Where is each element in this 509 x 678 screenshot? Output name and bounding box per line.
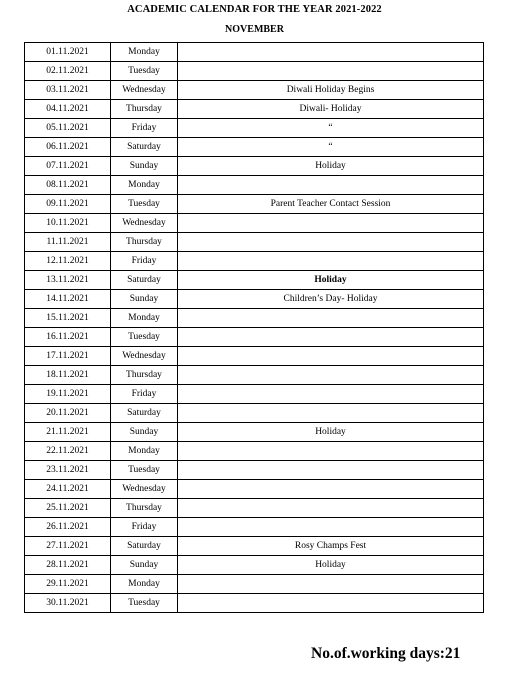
event-cell bbox=[178, 328, 484, 347]
date-cell: 18.11.2021 bbox=[25, 366, 111, 385]
day-cell: Monday bbox=[111, 575, 178, 594]
event-cell bbox=[178, 252, 484, 271]
day-cell: Sunday bbox=[111, 556, 178, 575]
day-cell: Thursday bbox=[111, 233, 178, 252]
event-cell bbox=[178, 575, 484, 594]
day-cell: Friday bbox=[111, 518, 178, 537]
table-row bbox=[25, 328, 484, 347]
table-row bbox=[25, 594, 484, 613]
event-cell bbox=[178, 347, 484, 366]
day-cell: Monday bbox=[111, 309, 178, 328]
event-cell bbox=[178, 214, 484, 233]
date-cell: 21.11.2021 bbox=[25, 423, 111, 442]
date-cell: 28.11.2021 bbox=[25, 556, 111, 575]
table-row bbox=[25, 214, 484, 233]
day-cell: Monday bbox=[111, 176, 178, 195]
date-cell: 30.11.2021 bbox=[25, 594, 111, 613]
table-row bbox=[25, 157, 484, 176]
event-cell: Rosy Champs Fest bbox=[178, 537, 484, 556]
date-cell: 22.11.2021 bbox=[25, 442, 111, 461]
day-cell: Saturday bbox=[111, 537, 178, 556]
day-cell: Saturday bbox=[111, 404, 178, 423]
table-row bbox=[25, 461, 484, 480]
event-cell bbox=[178, 366, 484, 385]
table-row bbox=[25, 271, 484, 290]
date-cell: 11.11.2021 bbox=[25, 233, 111, 252]
day-cell: Friday bbox=[111, 252, 178, 271]
date-cell: 14.11.2021 bbox=[25, 290, 111, 309]
table-row bbox=[25, 233, 484, 252]
date-cell: 26.11.2021 bbox=[25, 518, 111, 537]
table-row bbox=[25, 119, 484, 138]
date-cell: 12.11.2021 bbox=[25, 252, 111, 271]
date-cell: 01.11.2021 bbox=[25, 43, 111, 62]
day-cell: Tuesday bbox=[111, 461, 178, 480]
date-cell: 16.11.2021 bbox=[25, 328, 111, 347]
date-cell: 03.11.2021 bbox=[25, 81, 111, 100]
table-row bbox=[25, 423, 484, 442]
table-row bbox=[25, 366, 484, 385]
table-row bbox=[25, 480, 484, 499]
day-cell: Thursday bbox=[111, 100, 178, 119]
date-cell: 10.11.2021 bbox=[25, 214, 111, 233]
event-cell: Holiday bbox=[178, 556, 484, 575]
date-cell: 25.11.2021 bbox=[25, 499, 111, 518]
event-cell bbox=[178, 594, 484, 613]
day-cell: Tuesday bbox=[111, 62, 178, 81]
event-cell bbox=[178, 233, 484, 252]
event-cell: Holiday bbox=[178, 423, 484, 442]
date-cell: 20.11.2021 bbox=[25, 404, 111, 423]
event-cell bbox=[178, 518, 484, 537]
day-cell: Wednesday bbox=[111, 81, 178, 100]
event-cell bbox=[178, 43, 484, 62]
date-cell: 04.11.2021 bbox=[25, 100, 111, 119]
table-row bbox=[25, 347, 484, 366]
date-cell: 24.11.2021 bbox=[25, 480, 111, 499]
day-cell: Sunday bbox=[111, 423, 178, 442]
table-row bbox=[25, 195, 484, 214]
table-row bbox=[25, 537, 484, 556]
event-cell: Children’s Day- Holiday bbox=[178, 290, 484, 309]
day-cell: Sunday bbox=[111, 157, 178, 176]
table-row bbox=[25, 62, 484, 81]
table-row bbox=[25, 309, 484, 328]
event-cell bbox=[178, 499, 484, 518]
calendar-body bbox=[25, 43, 484, 613]
day-cell: Thursday bbox=[111, 366, 178, 385]
event-cell: “ bbox=[178, 119, 484, 138]
table-row bbox=[25, 176, 484, 195]
event-cell: Diwali- Holiday bbox=[178, 100, 484, 119]
date-cell: 05.11.2021 bbox=[25, 119, 111, 138]
table-row bbox=[25, 138, 484, 157]
calendar-table bbox=[24, 42, 484, 613]
day-cell: Friday bbox=[111, 385, 178, 404]
page-title: ACADEMIC CALENDAR FOR THE YEAR 2021-2022 bbox=[127, 4, 382, 15]
event-cell bbox=[178, 404, 484, 423]
table-row bbox=[25, 385, 484, 404]
day-cell: Wednesday bbox=[111, 480, 178, 499]
day-cell: Saturday bbox=[111, 138, 178, 157]
working-days-summary: No.of.working days:21 bbox=[311, 645, 461, 662]
date-cell: 09.11.2021 bbox=[25, 195, 111, 214]
day-cell: Monday bbox=[111, 442, 178, 461]
date-cell: 19.11.2021 bbox=[25, 385, 111, 404]
table-row bbox=[25, 100, 484, 119]
day-cell: Friday bbox=[111, 119, 178, 138]
event-cell bbox=[178, 176, 484, 195]
event-cell bbox=[178, 62, 484, 81]
table-row bbox=[25, 499, 484, 518]
date-cell: 23.11.2021 bbox=[25, 461, 111, 480]
day-cell: Saturday bbox=[111, 271, 178, 290]
event-cell: Holiday bbox=[178, 157, 484, 176]
event-cell bbox=[178, 309, 484, 328]
date-cell: 06.11.2021 bbox=[25, 138, 111, 157]
date-cell: 29.11.2021 bbox=[25, 575, 111, 594]
date-cell: 17.11.2021 bbox=[25, 347, 111, 366]
day-cell: Wednesday bbox=[111, 347, 178, 366]
date-cell: 15.11.2021 bbox=[25, 309, 111, 328]
date-cell: 07.11.2021 bbox=[25, 157, 111, 176]
date-cell: 13.11.2021 bbox=[25, 271, 111, 290]
day-cell: Tuesday bbox=[111, 195, 178, 214]
month-heading: NOVEMBER bbox=[225, 24, 284, 35]
event-cell bbox=[178, 442, 484, 461]
day-cell: Thursday bbox=[111, 499, 178, 518]
event-cell: Diwali Holiday Begins bbox=[178, 81, 484, 100]
event-cell: “ bbox=[178, 138, 484, 157]
day-cell: Sunday bbox=[111, 290, 178, 309]
table-row bbox=[25, 442, 484, 461]
event-cell bbox=[178, 480, 484, 499]
day-cell: Monday bbox=[111, 43, 178, 62]
day-cell: Wednesday bbox=[111, 214, 178, 233]
table-row bbox=[25, 43, 484, 62]
day-cell: Tuesday bbox=[111, 328, 178, 347]
table-row bbox=[25, 575, 484, 594]
table-row bbox=[25, 81, 484, 100]
table-row bbox=[25, 556, 484, 575]
table-row bbox=[25, 290, 484, 309]
date-cell: 02.11.2021 bbox=[25, 62, 111, 81]
table-row bbox=[25, 252, 484, 271]
day-cell: Tuesday bbox=[111, 594, 178, 613]
table-row bbox=[25, 518, 484, 537]
event-cell: Holiday bbox=[178, 271, 484, 290]
event-cell bbox=[178, 385, 484, 404]
event-cell bbox=[178, 461, 484, 480]
table-row bbox=[25, 404, 484, 423]
date-cell: 27.11.2021 bbox=[25, 537, 111, 556]
event-cell: Parent Teacher Contact Session bbox=[178, 195, 484, 214]
date-cell: 08.11.2021 bbox=[25, 176, 111, 195]
